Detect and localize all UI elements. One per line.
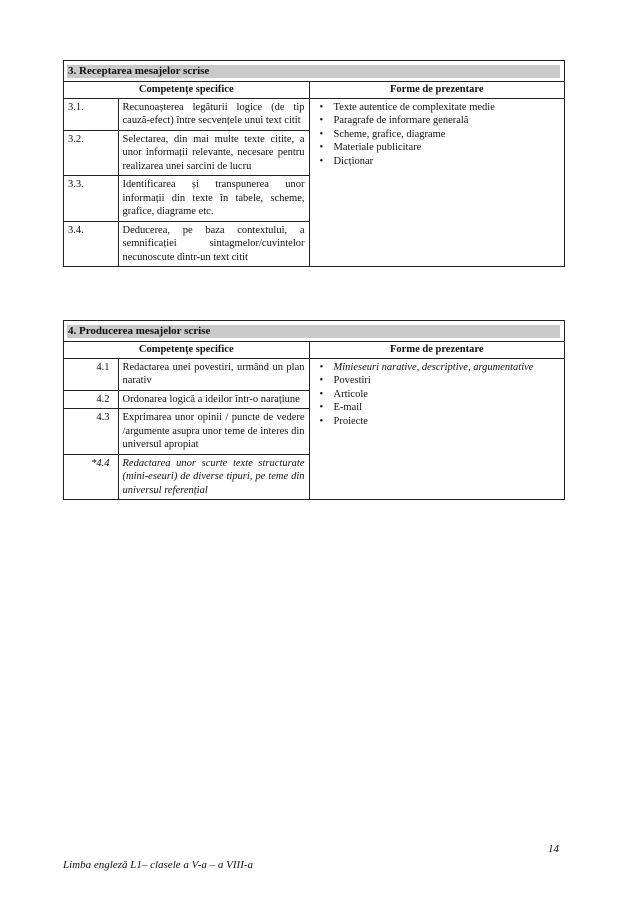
row-number: 3.1.	[64, 98, 118, 130]
list-item: • Scheme, grafice, diagrame	[314, 128, 560, 142]
row-number: 4.2	[64, 390, 118, 409]
row-text: Recunoașterea legăturii logice (de tip cauză-efect) între secvențele unui text citit	[118, 98, 309, 130]
section-header	[64, 61, 564, 82]
list-item: • Povestiri	[314, 374, 560, 388]
forme-list	[314, 361, 560, 429]
column-header-competente: Competențe specifice	[64, 342, 309, 358]
table-row	[64, 98, 564, 130]
list-item: • Texte autentice de complexitate medie	[314, 101, 560, 115]
forme-list	[314, 101, 560, 169]
row-number: 3.3.	[64, 176, 118, 222]
row-text: Redactarea unei povestiri, urmând un plan narativ	[118, 358, 309, 390]
page-footer: Limba engleză L1– clasele a V-a – a VIII-a	[63, 859, 254, 871]
list-item: • Proiecte	[314, 415, 560, 429]
table-row	[64, 358, 564, 390]
competente-table	[64, 82, 564, 266]
row-number: 4.1	[64, 358, 118, 390]
list-item: • E-mail	[314, 401, 560, 415]
row-text: Selectarea, din mai multe texte citite, a unor informații relevante, necesare pentru realizarea unei sarcini de lucru	[118, 130, 309, 176]
section-receptarea	[63, 60, 565, 267]
forme-list-cell	[309, 358, 564, 499]
column-header-forme: Forme de prezentare	[309, 82, 564, 98]
list-item: • Materiale publicitare	[314, 141, 560, 155]
column-header-competente: Competențe specifice	[64, 82, 309, 98]
row-text: Ordonarea logică a ideilor într-o narațiune	[118, 390, 309, 409]
section-title: 3. Receptarea mesajelor scrise	[68, 65, 210, 77]
row-number: 3.4.	[64, 221, 118, 266]
list-item: • Paragrafe de informare generală	[314, 114, 560, 128]
row-text: Identificarea și transpunerea unor informații din texte în tabele, scheme, grafice, diagrame etc.	[118, 176, 309, 222]
page-number: 14	[548, 843, 559, 855]
section-producerea	[63, 320, 565, 500]
row-number: *4.4	[64, 454, 118, 499]
row-text: Redactarea unor scurte texte structurate (mini-eseuri) de diverse tipuri, pe teme din universul referențial	[118, 454, 309, 499]
forme-list-cell	[309, 98, 564, 266]
column-header-forme: Forme de prezentare	[309, 342, 564, 358]
list-item: • Articole	[314, 388, 560, 402]
row-text: Exprimarea unor opinii / puncte de vedere /argumente asupra unor teme de interes din universul apropiat	[118, 409, 309, 455]
section-title: 4. Producerea mesajelor scrise	[68, 325, 211, 337]
list-item: • Minieseuri narative, descriptive, argumentative	[314, 361, 560, 375]
competente-table	[64, 342, 564, 499]
list-item: • Dicționar	[314, 155, 560, 169]
row-number: 4.3	[64, 409, 118, 455]
row-text: Deducerea, pe baza contextului, a semnificației sintagmelor/cuvintelor necunoscute dintr-un text citit	[118, 221, 309, 266]
section-header	[64, 321, 564, 342]
row-number: 3.2.	[64, 130, 118, 176]
